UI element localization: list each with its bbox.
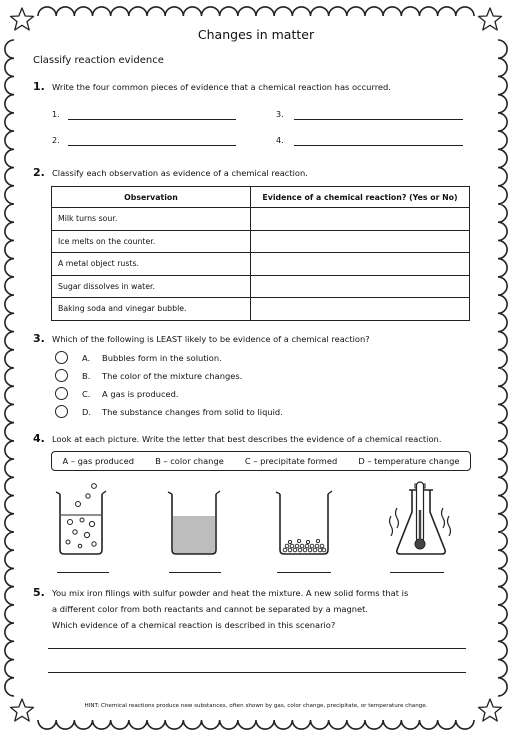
page-title: Changes in matter [197,27,315,42]
q4-text: Look at each picture. Write the letter that best describes the evidence of a chemical reaction. [52,434,442,444]
observation-table [51,186,470,321]
answer-cell[interactable] [251,275,470,298]
q5-number: 5. [33,586,45,599]
picture-3-answer-line[interactable] [277,572,331,573]
option-a-text: Bubbles form in the solution. [102,353,222,363]
table-row [52,253,470,276]
option-c-radio[interactable] [55,387,68,400]
q1-answer-line-2[interactable] [68,145,236,146]
table-header-observation: Observation [52,187,251,208]
beaker-precipitate-icon [272,480,336,558]
q1-blank-label-4: 4. [276,136,284,145]
table-header-evidence: Evidence of a chemical reaction? (Yes or No) [251,187,470,208]
table-row [52,208,470,231]
q1-blank-label-3: 3. [276,110,284,119]
q2-text: Classify each observation as evidence of a chemical reaction. [52,168,308,178]
answer-choice-box [51,451,471,471]
answer-cell[interactable] [251,298,470,321]
choice-a-label: A – gas produced [62,456,134,466]
table-row [52,275,470,298]
table-row [52,230,470,253]
choice-d-label: D – temperature change [358,456,460,466]
table-row [52,298,470,321]
option-b-radio[interactable] [55,369,68,382]
observation-cell: Ice melts on the counter. [52,230,251,253]
option-b-text: The color of the mixture changes. [102,371,243,381]
picture-2-answer-line[interactable] [169,572,221,573]
q1-answer-line-4[interactable] [294,145,463,146]
beaker-bubbles-icon [50,480,114,558]
q3-text: Which of the following is LEAST likely to be evidence of a chemical reaction? [52,334,370,344]
picture-4-answer-line[interactable] [390,572,444,573]
option-d-letter: D. [82,407,92,417]
option-a-radio[interactable] [55,351,68,364]
option-a-letter: A. [82,353,91,363]
option-d-text: The substance changes from solid to liquid. [102,407,283,417]
observation-cell: Sugar dissolves in water. [52,275,251,298]
hint-text: HINT: Chemical reactions produce new substances, often shown by gas, color change, precipitate, or temperature change. [84,703,428,709]
option-c-letter: C. [82,389,91,399]
picture-1-answer-line[interactable] [57,572,109,573]
q1-text: Write the four common pieces of evidence that a chemical reaction has occurred. [52,82,391,92]
q1-blank-label-1: 1. [52,110,60,119]
q5-line-1: You mix iron filings with sulfur powder and heat the mixture. A new solid forms that is [52,588,409,598]
observation-cell: Baking soda and vinegar bubble. [52,298,251,321]
q1-number: 1. [33,80,45,93]
q5-answer-line-2[interactable] [48,672,466,673]
answer-cell[interactable] [251,253,470,276]
answer-cell[interactable] [251,208,470,231]
option-c-text: A gas is produced. [102,389,179,399]
q5-answer-line-1[interactable] [48,648,466,649]
q5-line-2: a different color from both reactants and cannot be separated by a magnet. [52,604,369,614]
flask-thermometer-icon [385,480,457,558]
q2-number: 2. [33,166,45,179]
q1-blank-label-2: 2. [52,136,60,145]
q1-answer-line-3[interactable] [294,119,463,120]
beaker-colored-liquid-icon [162,480,226,558]
page-subtitle: Classify reaction evidence [33,55,164,66]
choice-c-label: C – precipitate formed [244,456,338,466]
option-b-letter: B. [82,371,91,381]
observation-cell: A metal object rusts. [52,253,251,276]
q1-answer-line-1[interactable] [68,119,236,120]
q5-line-3: Which evidence of a chemical reaction is described in this scenario? [52,620,336,630]
choice-b-label: B – color change [155,456,224,466]
q4-number: 4. [33,432,45,445]
q3-number: 3. [33,332,45,345]
option-d-radio[interactable] [55,405,68,418]
observation-cell: Milk turns sour. [52,208,251,231]
answer-cell[interactable] [251,230,470,253]
